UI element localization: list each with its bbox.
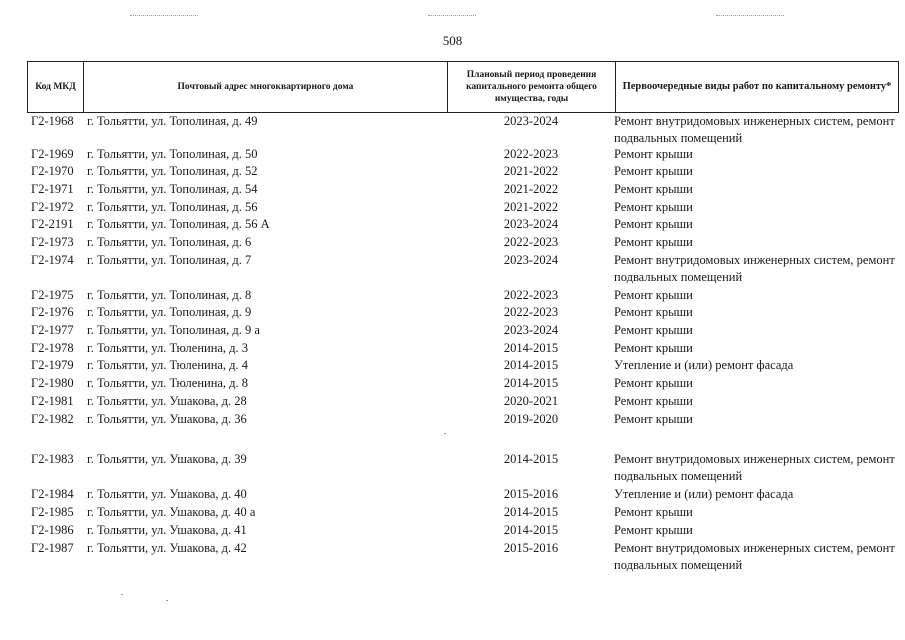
- row-work: Ремонт крыши: [614, 235, 693, 249]
- row-address: г. Тольятти, ул. Тополиная, д. 49: [87, 114, 258, 128]
- row-period: 2022-2023: [503, 305, 559, 319]
- row-work: Ремонт крыши: [614, 147, 693, 161]
- scan-mark-left: [130, 15, 198, 17]
- row-address: г. Тольятти, ул. Тюленина, д. 4: [87, 358, 249, 372]
- row-work: Ремонт крыши: [614, 164, 693, 178]
- row-code: Г2-1984: [31, 487, 74, 501]
- row-work: Ремонт крыши: [614, 288, 693, 302]
- row-work: Ремонт крыши: [614, 505, 693, 519]
- row-period: 2022-2023: [503, 288, 559, 302]
- row-code: Г2-1973: [31, 235, 74, 249]
- header-works: Первоочередные виды работ по капитальному ремонту*: [616, 62, 899, 113]
- row-period: 2015-2016: [503, 487, 559, 501]
- row-period: 2014-2015: [503, 341, 559, 355]
- row-code: Г2-1983: [31, 452, 74, 466]
- row-code: Г2-1986: [31, 523, 74, 537]
- scan-mark-right: [716, 15, 784, 17]
- row-code: Г2-1970: [31, 164, 74, 178]
- row-period: 2014-2015: [503, 358, 559, 372]
- row-address: г. Тольятти, ул. Тополиная, д. 9 а: [87, 323, 260, 337]
- row-period: 2014-2015: [503, 452, 559, 466]
- row-address: г. Тольятти, ул. Тюленина, д. 8: [87, 376, 249, 390]
- row-period: 2014-2015: [503, 376, 559, 390]
- row-period: 2023-2024: [503, 114, 559, 128]
- row-work: Ремонт крыши: [614, 217, 693, 231]
- row-period: 2014-2015: [503, 523, 559, 537]
- row-work: Ремонт крыши: [614, 323, 693, 337]
- row-work: Ремонт крыши: [614, 376, 693, 390]
- row-code: Г2-1969: [31, 147, 74, 161]
- row-code: Г2-2191: [31, 217, 74, 231]
- row-period: 2023-2024: [503, 217, 559, 231]
- row-code: Г2-1974: [31, 253, 74, 267]
- row-period: 2023-2024: [503, 253, 559, 267]
- row-period: 2021-2022: [503, 182, 559, 196]
- row-address: г. Тольятти, ул. Тополиная, д. 6: [87, 235, 252, 249]
- scan-speck: [444, 433, 446, 434]
- row-period: 2015-2016: [503, 541, 559, 555]
- row-address: г. Тольятти, ул. Ушакова, д. 40: [87, 487, 247, 501]
- row-address: г. Тольятти, ул. Тополиная, д. 9: [87, 305, 252, 319]
- row-period: 2020-2021: [503, 394, 559, 408]
- row-code: Г2-1981: [31, 394, 74, 408]
- row-work: Ремонт крыши: [614, 412, 693, 426]
- row-address: г. Тольятти, ул. Ушакова, д. 42: [87, 541, 247, 555]
- row-address: г. Тольятти, ул. Тополиная, д. 8: [87, 288, 252, 302]
- row-code: Г2-1979: [31, 358, 74, 372]
- row-work: Утепление и (или) ремонт фасада: [614, 358, 794, 372]
- row-address: г. Тольятти, ул. Ушакова, д. 40 а: [87, 505, 256, 519]
- row-address: г. Тольятти, ул. Тополиная, д. 56 А: [87, 217, 270, 231]
- row-period: 2019-2020: [503, 412, 559, 426]
- header-address: Почтовый адрес многоквартирного дома: [84, 62, 448, 113]
- row-work: Ремонт крыши: [614, 305, 693, 319]
- row-work: Ремонт крыши: [614, 523, 693, 537]
- row-code: Г2-1976: [31, 305, 74, 319]
- row-address: г. Тольятти, ул. Тополиная, д. 50: [87, 147, 258, 161]
- row-code: Г2-1971: [31, 182, 74, 196]
- row-address: г. Тольятти, ул. Ушакова, д. 39: [87, 452, 247, 466]
- row-work: Ремонт крыши: [614, 182, 693, 196]
- row-work: Ремонт крыши: [614, 200, 693, 214]
- row-work: Ремонт крыши: [614, 341, 693, 355]
- row-period: 2014-2015: [503, 505, 559, 519]
- scan-speck: [121, 594, 123, 595]
- row-code: Г2-1968: [31, 114, 74, 128]
- row-work: Ремонт внутридомовых инженерных систем, ремонт подвальных помещений: [614, 452, 895, 483]
- row-period: 2022-2023: [503, 235, 559, 249]
- row-code: Г2-1985: [31, 505, 74, 519]
- header-period: Плановый период проведения капитального ремонта общего имущества, годы: [448, 62, 616, 113]
- header-code: Код МКД: [28, 62, 84, 113]
- row-code: Г2-1972: [31, 200, 74, 214]
- row-address: г. Тольятти, ул. Тюленина, д. 3: [87, 341, 249, 355]
- row-code: Г2-1978: [31, 341, 74, 355]
- page-number: 508: [442, 33, 463, 48]
- row-address: г. Тольятти, ул. Ушакова, д. 28: [87, 394, 247, 408]
- row-period: 2021-2022: [503, 164, 559, 178]
- row-period: 2023-2024: [503, 323, 559, 337]
- row-code: Г2-1982: [31, 412, 74, 426]
- row-code: Г2-1977: [31, 323, 74, 337]
- row-work: Ремонт внутридомовых инженерных систем, ремонт подвальных помещений: [614, 114, 895, 145]
- scan-mark-center: [428, 15, 476, 17]
- row-work: Ремонт внутридомовых инженерных систем, ремонт подвальных помещений: [614, 541, 895, 572]
- row-address: г. Тольятти, ул. Тополиная, д. 54: [87, 182, 258, 196]
- table-header: [27, 61, 899, 113]
- row-work: Утепление и (или) ремонт фасада: [614, 487, 794, 501]
- row-address: г. Тольятти, ул. Тополиная, д. 56: [87, 200, 258, 214]
- row-code: Г2-1987: [31, 541, 74, 555]
- scan-speck: [166, 600, 168, 601]
- row-work: Ремонт крыши: [614, 394, 693, 408]
- row-period: 2022-2023: [503, 147, 559, 161]
- row-address: г. Тольятти, ул. Ушакова, д. 41: [87, 523, 247, 537]
- row-address: г. Тольятти, ул. Тополиная, д. 52: [87, 164, 258, 178]
- row-code: Г2-1975: [31, 288, 74, 302]
- row-period: 2021-2022: [503, 200, 559, 214]
- row-address: г. Тольятти, ул. Ушакова, д. 36: [87, 412, 247, 426]
- row-work: Ремонт внутридомовых инженерных систем, ремонт подвальных помещений: [614, 253, 895, 284]
- row-code: Г2-1980: [31, 376, 74, 390]
- row-address: г. Тольятти, ул. Тополиная, д. 7: [87, 253, 252, 267]
